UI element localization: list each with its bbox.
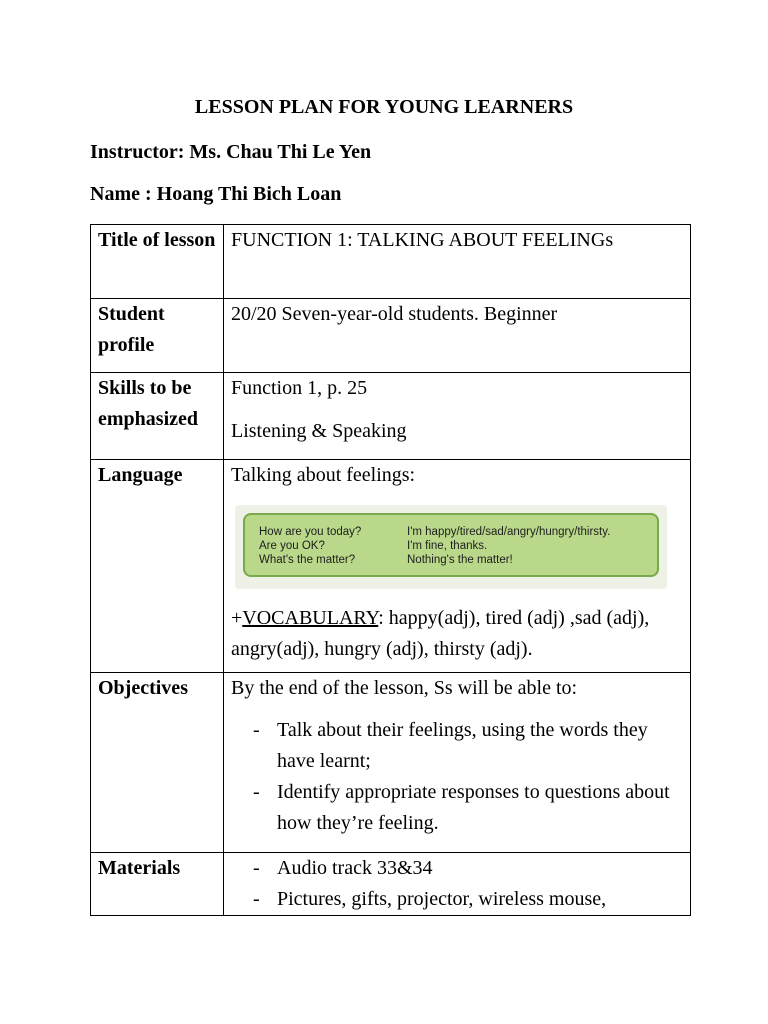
row-label: Materials: [91, 853, 224, 916]
phrase-answer: Nothing's the matter!: [407, 554, 513, 566]
table-row-student-profile: [91, 299, 691, 373]
table-row-title-of-lesson: [91, 225, 691, 299]
instructor-line: Instructor: Ms. Chau Thi Le Yen: [90, 141, 372, 163]
row-value: [224, 373, 691, 460]
table-row-skills: [91, 373, 691, 460]
row-label: Student profile: [91, 299, 224, 373]
list-item: - Identify appropriate responses to questions about how they’re feeling.: [231, 777, 684, 839]
vocab-prefix: +: [231, 607, 243, 629]
row-value: [224, 460, 691, 673]
row-value: [224, 673, 691, 853]
phrase-answers: [407, 525, 610, 567]
list-item: - Audio track 33&34: [231, 853, 684, 884]
vocab-label: VOCABULARY: [242, 607, 379, 629]
row-label: Skills to be emphasized: [91, 373, 224, 460]
table-row-language: [91, 460, 691, 673]
row-label: Objectives: [91, 673, 224, 853]
vocabulary-line: [231, 603, 684, 665]
language-phrase-box: [235, 505, 667, 589]
language-intro: Talking about feelings:: [231, 464, 416, 486]
list-item: - Talk about their feelings, using the words they have learnt;: [231, 715, 684, 777]
table-row-objectives: [91, 673, 691, 853]
row-label: Language: [91, 460, 224, 673]
materials-list: [231, 853, 684, 915]
phrase-box-panel: [243, 513, 659, 577]
row-value: [224, 853, 691, 916]
vocab-text: : happy(adj), tired (adj) ,sad (adj), angry(adj), hungry (adj), thirsty (adj).: [231, 607, 650, 660]
student-name-line: Name : Hoang Thi Bich Loan: [90, 183, 342, 205]
list-item: - Pictures, gifts, projector, wireless mouse,: [231, 884, 684, 915]
table-row-materials: [91, 853, 691, 916]
lesson-plan-table: [90, 224, 691, 916]
row-label: Title of lesson: [91, 225, 224, 299]
phrase-question: Are you OK?: [259, 540, 325, 552]
phrase-question: What's the matter?: [259, 554, 356, 566]
row-value: FUNCTION 1: TALKING ABOUT FEELINGs: [224, 225, 691, 299]
row-value: 20/20 Seven-year-old students. Beginner: [224, 299, 691, 373]
phrase-question: How are you today?: [259, 526, 362, 538]
objectives-intro: By the end of the lesson, Ss will be able to:: [231, 677, 578, 699]
phrase-questions: [259, 525, 361, 567]
phrase-answer: I'm fine, thanks.: [407, 540, 488, 552]
skills-line-function: Function 1, p. 25: [231, 377, 368, 399]
phrase-answer: I'm happy/tired/sad/angry/hungry/thirsty.: [407, 526, 611, 538]
objectives-list: [231, 715, 684, 839]
document-title: LESSON PLAN FOR YOUNG LEARNERS: [194, 96, 574, 118]
skills-line-listening: Listening & Speaking: [231, 420, 407, 442]
